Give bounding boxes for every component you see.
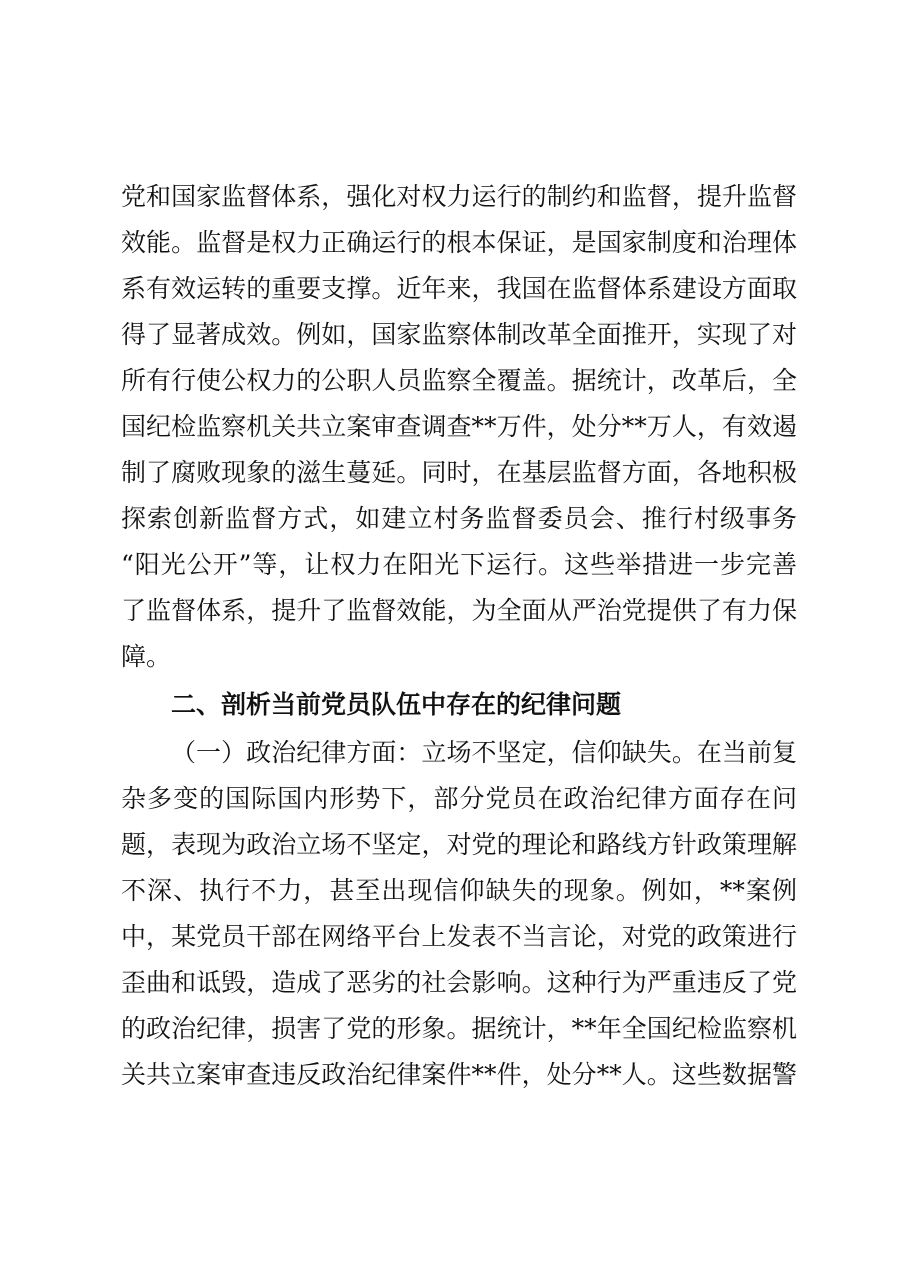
document-body	[121, 174, 797, 1098]
text-line: 了监督体系，提升了监督效能，为全面从严治党提供了有力保	[121, 596, 797, 625]
paragraph-political-discipline	[121, 730, 797, 1098]
text-line: 国纪检监察机关共立案审查调查**万件，处分**万人，有效遏	[121, 412, 797, 441]
text-line: 题，表现为政治立场不坚定，对党的理论和路线方针政策理解	[121, 830, 797, 859]
text-line: 探索创新监督方式，如建立村务监督委员会、推行村级事务	[121, 504, 797, 533]
text-line: 歪曲和诋毁，造成了恶劣的社会影响。这种行为严重违反了党	[121, 968, 797, 997]
text-line: 障。	[121, 642, 172, 671]
text-line: 的政治纪律，损害了党的形象。据统计，**年全国纪检监察机	[121, 1014, 797, 1043]
text-line: 党和国家监督体系，强化对权力运行的制约和监督，提升监督	[121, 182, 797, 211]
text-line: 中，某党员干部在网络平台上发表不当言论，对党的政策进行	[121, 922, 797, 951]
text-line: 所有行使公权力的公职人员监察全覆盖。据统计，改革后，全	[121, 366, 797, 395]
section-heading: 二、剖析当前党员队伍中存在的纪律问题	[171, 690, 622, 719]
text-line: 制了腐败现象的滋生蔓延。同时，在基层监督方面，各地积极	[121, 458, 797, 487]
text-line: 杂多变的国际国内形势下，部分党员在政治纪律方面存在问	[121, 784, 797, 813]
text-line: 不深、执行不力，甚至出现信仰缺失的现象。例如，**案例	[121, 876, 797, 905]
text-line: 关共立案审查违反政治纪律案件**件，处分**人。这些数据警	[121, 1060, 797, 1089]
text-line: 得了显著成效。例如，国家监察体制改革全面推开，实现了对	[121, 320, 797, 349]
text-line: “阳光公开”等，让权力在阳光下运行。这些举措进一步完善	[121, 550, 797, 579]
paragraph-supervision-system	[121, 174, 797, 680]
text-line: 效能。监督是权力正确运行的根本保证，是国家制度和治理体	[121, 228, 797, 257]
text-line: 系有效运转的重要支撑。近年来，我国在监督体系建设方面取	[121, 274, 797, 303]
text-line: （一）政治纪律方面：立场不坚定，信仰缺失。在当前复	[171, 738, 797, 767]
